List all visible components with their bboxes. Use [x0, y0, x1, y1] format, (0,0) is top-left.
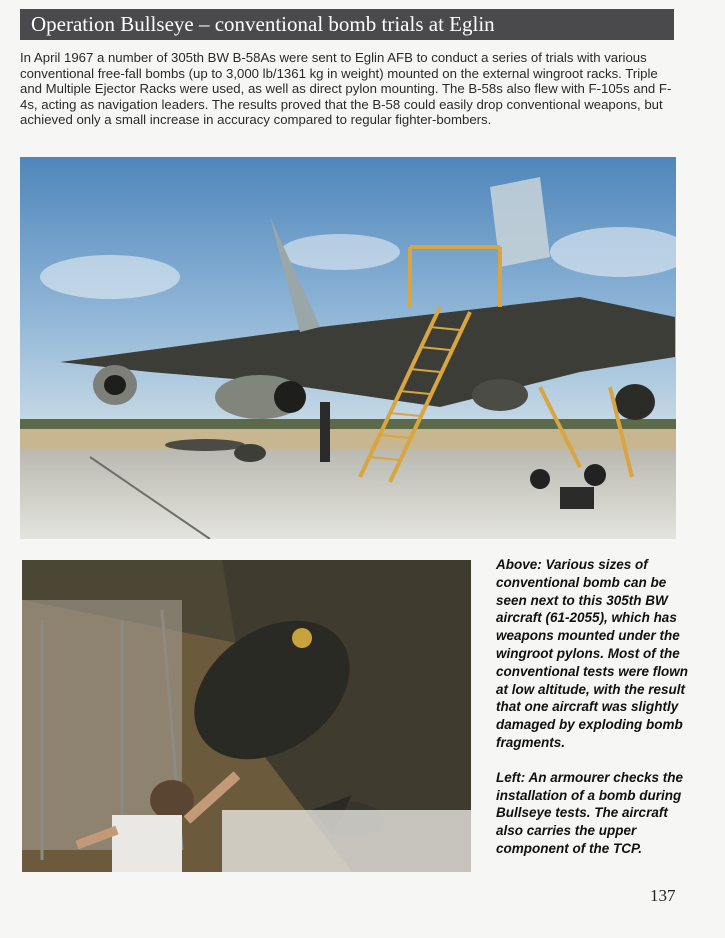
page-title: Operation Bullseye – conventional bomb trials at Eglin — [31, 12, 495, 36]
title-bar — [20, 9, 674, 40]
page-number: 137 — [650, 886, 676, 905]
armourer-photo — [22, 560, 471, 872]
caption-left: Left: An armourer checks the installation of a bomb during Bullseye tests. The aircraft also carries the upper component of the TCP. — [496, 769, 684, 856]
intro-paragraph: In April 1967 a number of 305th BW B-58As were sent to Eglin AFB to conduct a series of trials with various conventional free-fall bombs (up to 3,000 lb/1361 kg in weight) mounted on the external wingroot racks. Triple and Multiple Ejector Racks were used, as well as direct pylon mounting. The B-58s also flew with F-105s and F-4s, acting as navigation leaders. The results proved that the B-58 could easily drop conventional weapons, but achieved only a small increase in accuracy compared to regular fighter-bombers. — [20, 50, 672, 128]
caption-block — [496, 556, 696, 875]
caption-above: Above: Various sizes of conventional bomb can be seen next to this 305th BW aircraft (61-2055), which has weapons mounted under the wingroot pylons. Most of the conventional tests were flown at low altitude, with the result that one aircraft was slightly damaged by exploding bomb fragments. — [496, 557, 689, 750]
aircraft-photo — [20, 157, 676, 539]
